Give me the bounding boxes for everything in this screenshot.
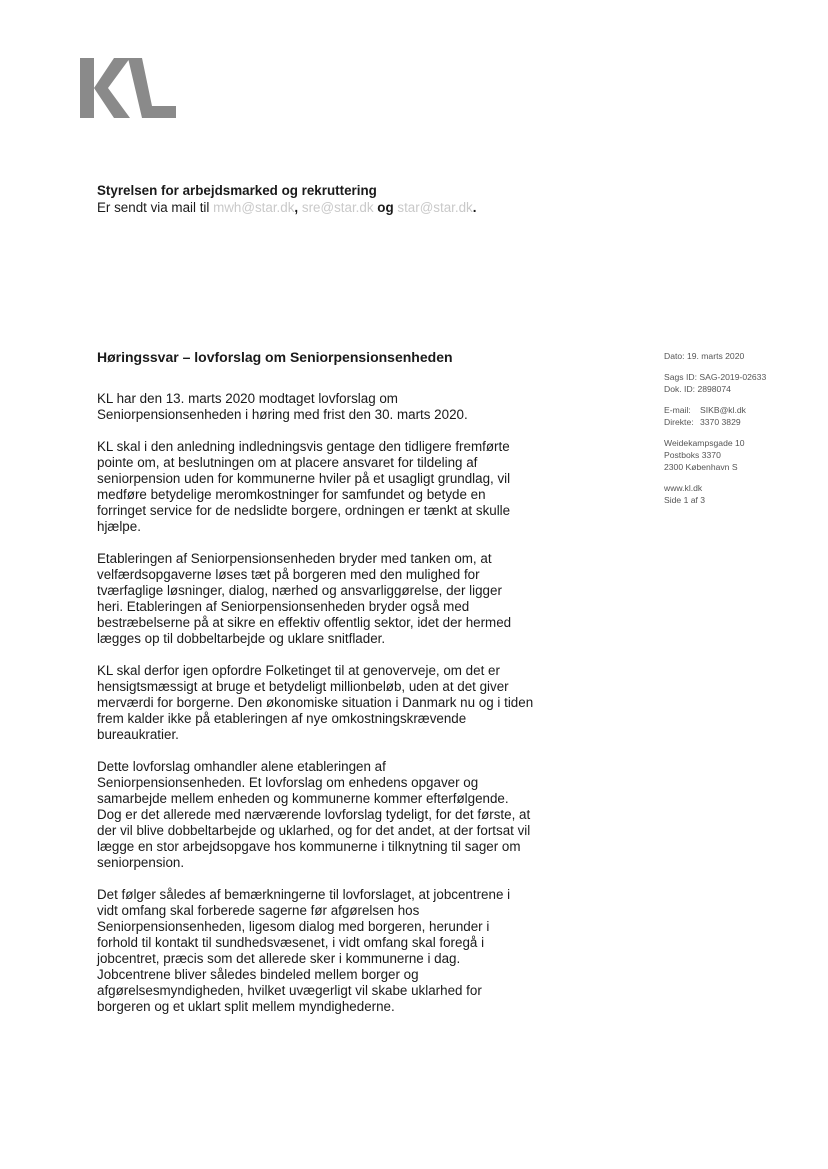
email-link-mwh[interactable]: mwh@star.dk [213, 200, 295, 215]
document-body [97, 391, 567, 1031]
meta-ids [664, 371, 766, 395]
address-line: 2300 København S [664, 462, 738, 472]
email-link-star[interactable]: star@star.dk [397, 200, 473, 215]
og-word: og [377, 200, 394, 215]
address-line: Weidekampsgade 10 [664, 438, 745, 448]
dato-value: 19. marts 2020 [686, 351, 745, 361]
paragraph: KL har den 13. marts 2020 modtaget lovforslag om Seniorpensionsenheden i høring med frist den 30. marts 2020. [97, 391, 468, 422]
dato-label: Dato: [664, 351, 685, 361]
email-label: E-mail: [664, 405, 691, 415]
email-value[interactable]: SIKB@kl.dk [700, 405, 746, 415]
sent-prefix: Er sendt via mail til [97, 200, 210, 215]
kl-logo [80, 58, 176, 118]
document-meta [664, 350, 766, 515]
paragraph: Det følger således af bemærkningerne til lovforslaget, at jobcentrene i vidt omfang skal forberede sagerne før afgørelsen hos Seniorpensionsenheden, ligesom dialog med borgeren, herunder i forhold til kontakt til sundhedsvæsenet, i vidt omfang skal foregå i jobcentret, præcis som det allerede sker i kommunerne i dag. Jobcentrene bliver således bindeled mellem borger og afgørelsesmyndigheden, hvilket uvægerligt vil skabe uklarhed for borgeren og et uklart split mellem myndighederne. [97, 887, 511, 1014]
direkte-value: 3370 3829 [700, 417, 741, 427]
direkte-label: Direkte: [664, 417, 694, 427]
sent-via-line [97, 199, 476, 216]
meta-date [664, 350, 766, 362]
dok-id-label: Dok. ID: [664, 384, 696, 394]
meta-contact [664, 404, 766, 428]
end-period: . [472, 200, 477, 215]
email-link-sre[interactable]: sre@star.dk [301, 200, 374, 215]
paragraph: KL skal derfor igen opfordre Folketinget til at genoverveje, om det er hensigtsmæssigt at bruge et betydeligt millionbeløb, uden at det giver merværdi for borgerne. Den økonomiske situation i Danmark nu og i tiden frem kalder ikke på etableringen af nye omkostningskrævende bureaukratier. [97, 663, 534, 742]
website-link[interactable]: www.kl.dk [664, 483, 703, 493]
dok-id-value: 2898074 [697, 384, 731, 394]
paragraph: Dette lovforslag omhandler alene etableringen af Seniorpensionsenheden. Et lovforslag om enhedens opgaver og samarbejde mellem enheden og kommunerne kommer efterfølgende. Dog er det allerede med nærværende lovforslag tydeligt, for det første, at der vil blive dobbeltarbejde og uklarhed, og for det andet, at der fortsat vil lægge en stor arbejdsopgave hos kommunerne i tilknytning til sager om seniorpension. [97, 759, 531, 870]
email-separator: , [294, 200, 299, 215]
kl-logo-mark [80, 58, 176, 118]
recipient-org: Styrelsen for arbejdsmarked og rekruttering [97, 183, 377, 198]
paragraph: KL skal i den anledning indledningsvis gentage den tidligere fremførte pointe om, at beslutningen om at placere ansvaret for tildeling af seniorpension uden for kommunerne hviler på et usagligt grundlag, vil medføre betydelige meromkostninger for samfundet og betyde en forringet service for de nedslidte borgere, ordningen er tænkt at skulle hjælpe. [97, 439, 511, 534]
address-line: Postboks 3370 [664, 450, 721, 460]
sags-id-value: SAG-2019-02633 [699, 372, 767, 382]
recipient-block [97, 182, 476, 216]
paragraph: Etableringen af Seniorpensionsenheden bryder med tanken om, at velfærdsopgaverne løses tæt på borgeren med den mulighed for tværfaglige løsninger, dialog, nærhed og ansvarliggørelse, der ligger heri. Etableringen af Seniorpensionsenheden bryder også med bestræbelserne på at sikre en effektiv offentlig sektor, idet der hermed lægges op til dobbeltarbejde og uklare snitflader. [97, 551, 512, 646]
page-number: Side 1 af 3 [664, 495, 706, 505]
meta-web [664, 482, 766, 506]
sags-id-label: Sags ID: [664, 372, 697, 382]
document-title: Høringssvar – lovforslag om Seniorpensionsenheden [97, 349, 453, 365]
meta-address [664, 437, 766, 473]
